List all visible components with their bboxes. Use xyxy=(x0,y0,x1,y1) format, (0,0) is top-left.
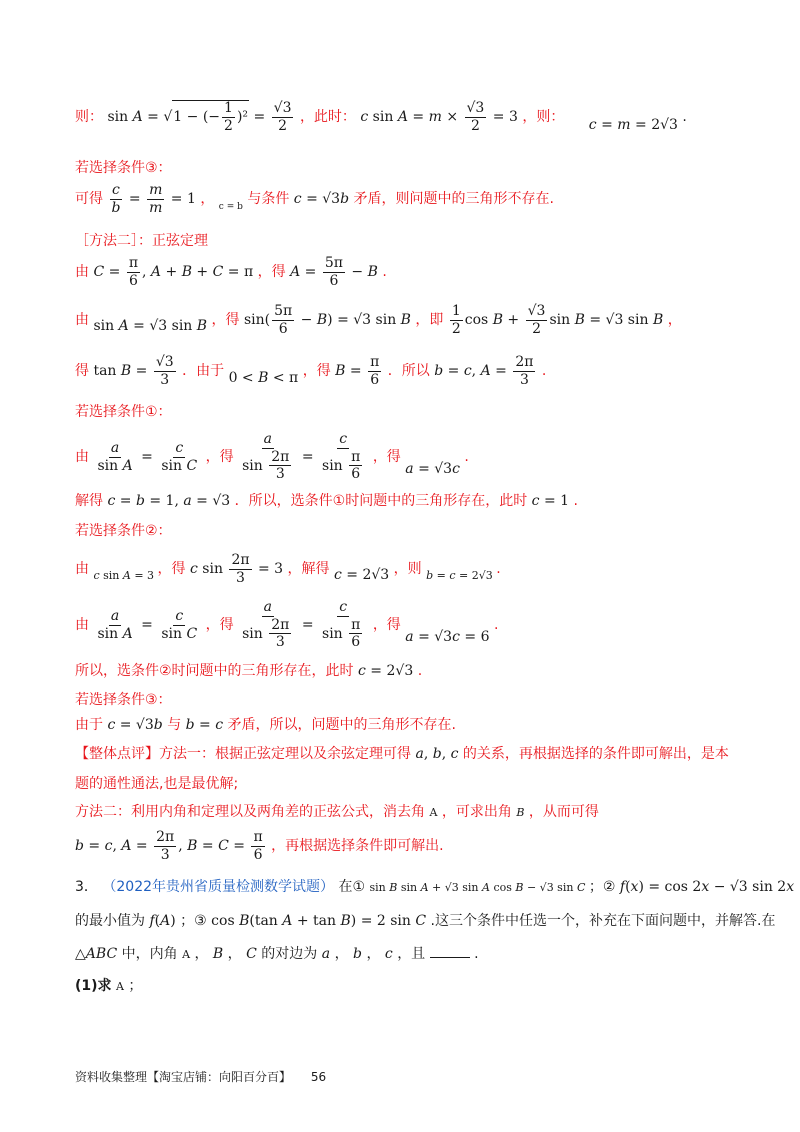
text: ，即 xyxy=(415,312,444,329)
math: c sin A = 3 xyxy=(93,569,158,583)
page-footer xyxy=(75,1068,326,1085)
text: ，可求出角 xyxy=(441,804,512,820)
text: . xyxy=(382,264,387,281)
math: △ABC xyxy=(75,946,118,962)
text: ，得 xyxy=(372,617,401,634)
line-17 xyxy=(75,743,728,763)
math: A = $\frac{5\pi}{6}$ − B xyxy=(290,255,378,289)
math: A xyxy=(182,948,191,961)
math: a = √3c = 6 xyxy=(405,629,494,646)
math-sub: c = b xyxy=(218,202,243,213)
text: ，解得 xyxy=(287,561,330,578)
text: ，再根据选择条件即可解出. xyxy=(271,838,444,855)
math: c = 1 xyxy=(531,493,570,509)
math: c = 2√3 xyxy=(358,663,414,679)
math: b = c = 2√3 xyxy=(426,569,497,583)
line-15 xyxy=(75,689,728,709)
part-label: (1)求 xyxy=(75,978,112,994)
text: ，得 xyxy=(205,617,234,634)
text: ， xyxy=(194,946,209,962)
text: ，且 xyxy=(397,946,426,962)
text: . xyxy=(573,493,578,509)
text: ； xyxy=(128,978,143,994)
text: 由 xyxy=(75,264,89,281)
text: 与条件 xyxy=(247,191,290,208)
text: . xyxy=(464,449,469,466)
text: 若选择条件②： xyxy=(75,523,172,539)
math: B xyxy=(516,806,525,819)
line-14 xyxy=(75,660,728,680)
text: ，得 xyxy=(257,264,286,281)
question-3-line-1 xyxy=(75,876,795,896)
footer-text: 资料收集整理【淘宝店铺：向阳百分百】 xyxy=(75,1070,292,1084)
math: cos B(tan A + tan B) = 2 sin C xyxy=(211,913,427,929)
math: a sin $\frac{2\pi}{3}$ = c sin $\frac{\pi}{6}$ xyxy=(242,431,361,483)
text: 由 xyxy=(75,312,89,329)
text: 的对边为 xyxy=(261,946,318,962)
text: ．由于 xyxy=(182,363,225,380)
math: C xyxy=(246,946,257,962)
line-12 xyxy=(75,553,728,585)
question-number: 3． xyxy=(75,879,98,895)
text: ， xyxy=(366,946,381,962)
line-10 xyxy=(75,490,728,510)
text: 若选择条件①： xyxy=(75,404,172,420)
math: c = 2√3 xyxy=(334,567,394,584)
text: ， xyxy=(200,191,215,208)
text: . xyxy=(541,363,547,380)
math: b xyxy=(353,946,362,962)
text: ；③ xyxy=(180,913,207,929)
text: 方法二：利用内角和定理以及两角差的正弦公式，消去角 xyxy=(75,804,425,820)
math: sin A = √1 − (− $\frac{1}{2}$ )² = $\frac{√3}{2}$ xyxy=(107,100,292,134)
math: C = $\frac{\pi}{6}$ , A + B + C = π xyxy=(93,255,258,289)
text: . xyxy=(474,946,479,962)
page-number: 56 xyxy=(310,1070,327,1084)
text: 由 xyxy=(75,449,89,466)
math: sin( $\frac{5\pi}{6}$ − B) = √3 sin B xyxy=(243,303,411,337)
math: b = c xyxy=(185,717,224,733)
text: ．所以，选条件①时问题中的三角形存在，此时 xyxy=(234,493,528,509)
text: 的最小值为 xyxy=(75,913,145,929)
text: 由 xyxy=(75,617,89,634)
line-16 xyxy=(75,714,728,734)
text: . xyxy=(496,561,501,578)
math: $\frac{a}{\text{sin A}}$ = $\frac{c}{\text{sin C}}$ xyxy=(97,439,198,474)
math: a xyxy=(321,946,331,962)
line-2 xyxy=(75,157,728,177)
question-source: （2022年贵州省质量检测数学试题） xyxy=(102,879,335,895)
text: 由 xyxy=(75,561,89,578)
math: $\frac{1}{2}$ cos B + $\frac{√3}{2}$ sin B = √3 sin B xyxy=(451,303,664,337)
text: ，此时： xyxy=(299,109,356,126)
math: tan B = $\frac{√3}{3}$ xyxy=(93,354,174,388)
text: 题的通性通法,也是最优解; xyxy=(75,776,239,792)
text: ，得 xyxy=(372,449,401,466)
math: $\frac{a}{\text{sin A}}$ = $\frac{c}{\text{sin C}}$ xyxy=(97,607,198,642)
text: ，则： xyxy=(522,109,565,126)
text: .这三个条件中任选一个，补充在下面问题中，并解答.在 xyxy=(430,913,776,929)
text: 在① xyxy=(338,879,366,895)
math: b = c, A = $\frac{2\pi}{3}$ xyxy=(434,354,534,388)
math: a, b, c xyxy=(415,746,459,762)
text: ，得 xyxy=(302,363,331,380)
line-1: 则： sin A = √1 − (− $\frac{1}{2}$ )² = $\frac{√3}{2}$ ，此时： c sin A = m × $\frac{√3}{2}$ = 3 ，则： c = m = 2√3 . xyxy=(75,100,687,134)
question-3-line-2 xyxy=(75,910,776,930)
math: a = √3c xyxy=(405,461,460,478)
text: ，则 xyxy=(393,561,422,578)
text: ［方法二］：正弦定理 xyxy=(75,233,208,249)
text: ，得 xyxy=(157,561,186,578)
text: 与 xyxy=(167,717,182,733)
math: B = $\frac{\pi}{6}$ xyxy=(335,354,380,388)
text: 得 xyxy=(75,363,89,380)
line-11 xyxy=(75,520,728,540)
text: 解得 xyxy=(75,493,103,509)
math: $\frac{c}{b}$ = $\frac{m}{m}$ = 1 xyxy=(111,182,201,216)
text: ， xyxy=(667,312,682,329)
text: 【整体点评】方法一：根据正弦定理以及余弦定理可得 xyxy=(75,746,411,762)
line-19 xyxy=(75,801,728,821)
text: ，得 xyxy=(211,312,240,329)
math: c xyxy=(384,946,393,962)
math: 0 < B < π xyxy=(228,370,303,387)
text: ．所以 xyxy=(387,363,430,380)
line-5 xyxy=(75,256,728,288)
math: sin A = √3 sin B xyxy=(93,318,208,335)
math: f(x) = cos 2x − √3 sin 2x xyxy=(619,879,795,895)
text: 可得 xyxy=(75,191,103,208)
text: 则： xyxy=(75,109,103,126)
math: c sin A = m × $\frac{√3}{2}$ = 3 xyxy=(360,100,523,134)
question-3-line-3 xyxy=(75,943,728,963)
math: c = √3b xyxy=(107,717,163,733)
math: c = b = 1, a = √3 xyxy=(107,493,235,509)
text: . xyxy=(417,663,423,679)
math: a sin $\frac{2\pi}{3}$ = c sin $\frac{\pi}{6}$ xyxy=(242,599,361,651)
math: sin B sin A + √3 sin A cos B − √3 sin C xyxy=(369,881,586,894)
text: ， xyxy=(227,946,242,962)
text: 矛盾，则问题中的三角形不存在. xyxy=(353,191,554,208)
text: ；② xyxy=(588,879,616,895)
line-8 xyxy=(75,401,728,421)
math: c = √3b xyxy=(293,191,350,208)
text: 中，内角 xyxy=(121,946,178,962)
text: 的关系，再根据选择的条件即可解出，是本 xyxy=(462,746,729,762)
line-18 xyxy=(75,773,728,793)
question-3-part-1 xyxy=(75,975,728,995)
text: 所以，选条件②时问题中的三角形存在，此时 xyxy=(75,663,354,679)
answer-blank xyxy=(430,957,470,958)
math: c sin $\frac{2\pi}{3}$ = 3 xyxy=(190,552,288,586)
text: ，得 xyxy=(205,449,234,466)
math: f(A) xyxy=(149,913,176,929)
text: 若选择条件③： xyxy=(75,692,172,708)
math: b = c, A = $\frac{2\pi}{3}$ , B = C = $\frac{\pi}{6}$ xyxy=(75,829,263,863)
text: ，从而可得 xyxy=(528,804,599,820)
line-20 xyxy=(75,830,728,862)
text: 若选择条件③： xyxy=(75,160,172,176)
text: 矛盾，所以，问题中的三角形不存在. xyxy=(227,717,456,733)
math: A xyxy=(116,980,124,993)
math: c = m = 2√3 xyxy=(588,117,683,134)
text: ， xyxy=(334,946,349,962)
math: B xyxy=(212,946,224,962)
line-7 xyxy=(75,355,728,387)
line-6 xyxy=(75,304,728,336)
text: 由于 xyxy=(75,717,103,733)
text: . xyxy=(493,617,499,634)
math: A xyxy=(429,806,438,819)
line-13 xyxy=(75,600,728,650)
line-4 xyxy=(75,230,728,250)
line-3 xyxy=(75,183,728,215)
line-9 xyxy=(75,432,728,482)
